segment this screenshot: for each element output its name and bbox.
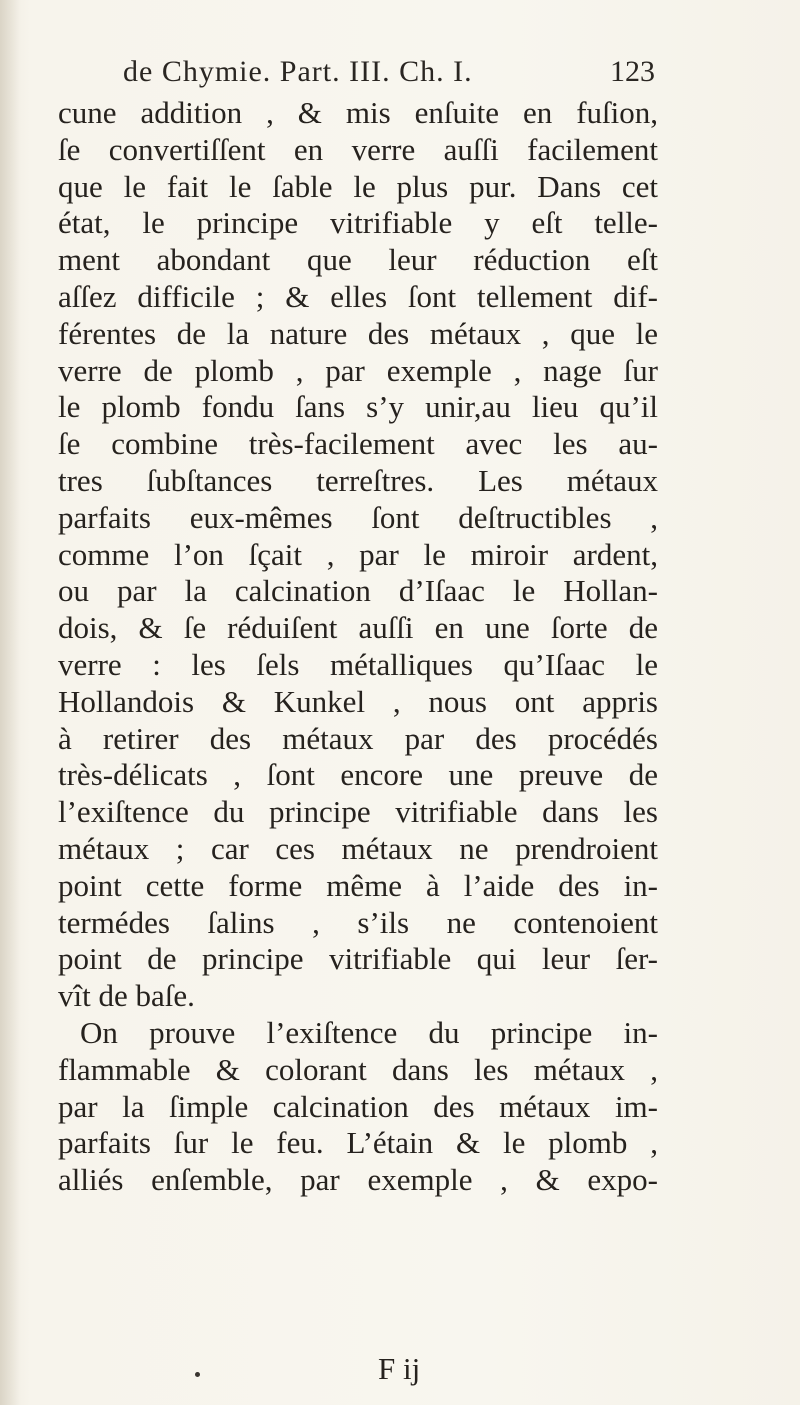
text-line: ſe combine très-facilement avec les au- — [58, 426, 658, 462]
text-line: Hollandois & Kunkel , nous ont appris — [58, 683, 658, 719]
text-line: très-délicats , ſont encore une preuve de — [58, 757, 658, 793]
page-number: 123 — [610, 55, 655, 88]
signature-mark: F ij — [378, 1351, 421, 1386]
text-line: aſſez difficile ; & elles ſont tellement dif- — [58, 278, 658, 314]
ink-dot — [195, 1372, 200, 1377]
text-line: point cette forme même à l’aide des in- — [58, 867, 658, 903]
text-line: point de principe vitrifiable qui leur ſer- — [58, 941, 658, 977]
text-line: férentes de la nature des métaux , que le — [58, 315, 658, 351]
text-line: cune addition , & mis enſuite en fuſion, — [58, 95, 658, 130]
text-line: à retirer des métaux par des procédés — [58, 720, 658, 756]
text-line: alliés enſemble, par exemple , & expo- — [58, 1162, 658, 1198]
text-line: termédes ſalins , s’ils ne contenoient — [58, 904, 658, 940]
gutter-shadow — [0, 0, 20, 1405]
text-line: flammable & colorant dans les métaux , — [58, 1051, 658, 1087]
text-line: parfaits eux-mêmes ſont deſtructibles , — [58, 499, 658, 535]
text-line: ou par la calcination d’Iſaac le Hollan- — [58, 573, 658, 609]
text-line-paragraph-start: On prouve l’exiſtence du principe in- — [80, 1014, 658, 1050]
running-head — [123, 55, 653, 95]
text-line: ſe convertiſſent en verre auſſi facilement — [58, 131, 658, 167]
text-line: l’exiſtence du principe vitrifiable dans les — [58, 794, 658, 830]
text-line: par la ſimple calcination des métaux im- — [58, 1088, 658, 1124]
text-line: tres ſubſtances terreſtres. Les métaux — [58, 462, 658, 498]
text-line: verre de plomb , par exemple , nage ſur — [58, 352, 658, 388]
text-line: le plomb fondu ſans s’y unir,au lieu qu’il — [58, 389, 658, 425]
body-text — [58, 95, 658, 1199]
running-head-title: de Chymie. Part. III. Ch. I. — [123, 55, 473, 88]
text-line: verre : les ſels métalliques qu’Iſaac le — [58, 646, 658, 682]
text-line: métaux ; car ces métaux ne prendroient — [58, 830, 658, 866]
text-line-paragraph-end: vît de baſe. — [58, 978, 195, 1014]
text-line: que le fait le ſable le plus pur. Dans cet — [58, 168, 658, 204]
text-line: ment abondant que leur réduction eſt — [58, 242, 658, 278]
text-line: état, le principe vitrifiable y eſt telle- — [58, 205, 658, 241]
text-line: comme l’on ſçait , par le miroir ardent, — [58, 536, 658, 572]
text-line: parfaits ſur le feu. L’étain & le plomb , — [58, 1125, 658, 1161]
text-line: dois, & ſe réduiſent auſſi en une ſorte de — [58, 610, 658, 646]
